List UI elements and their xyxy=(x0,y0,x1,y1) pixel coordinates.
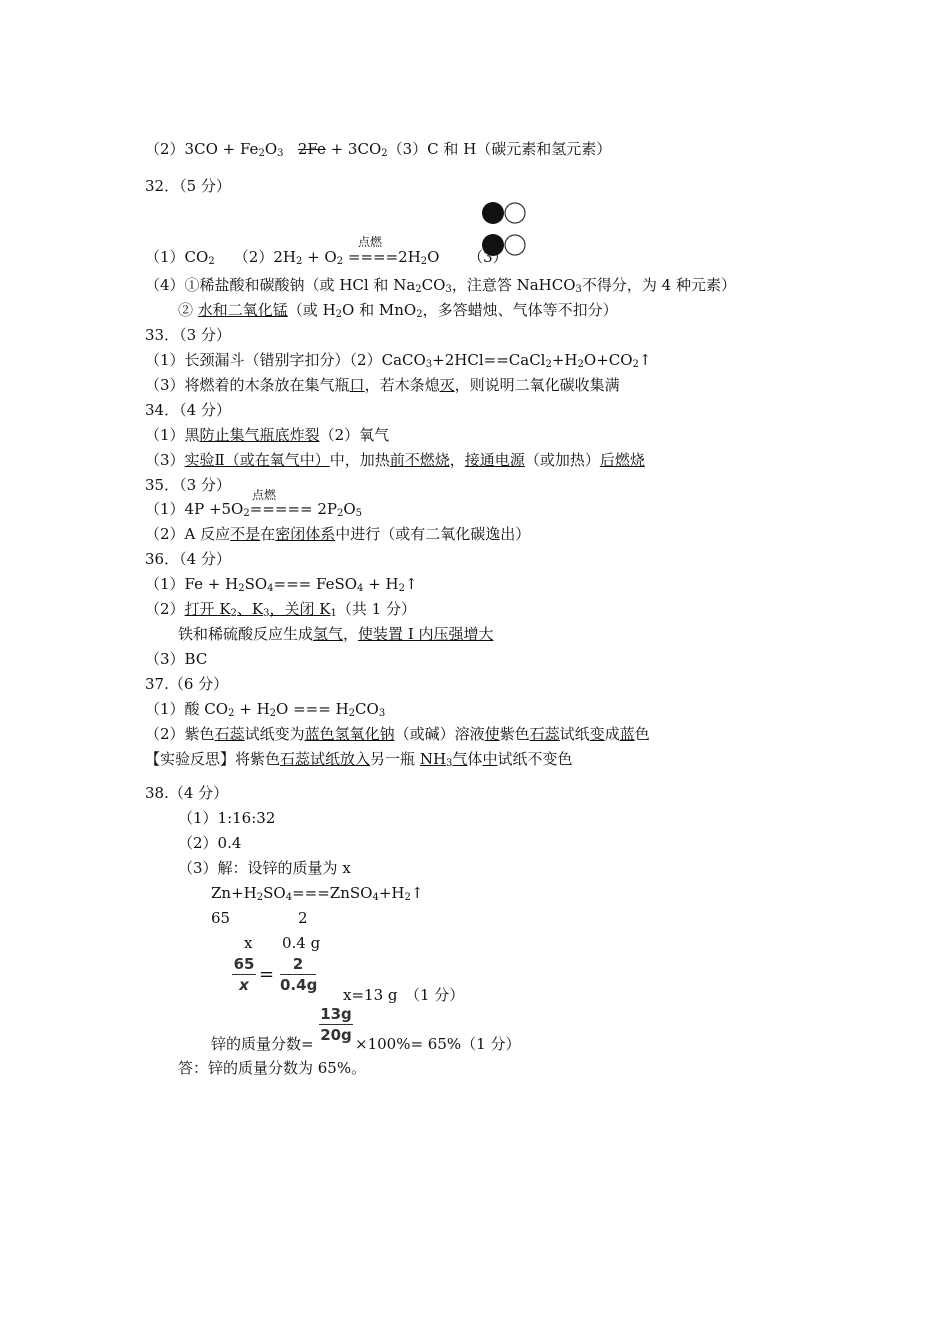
answer-36-line-2b: 铁和稀硫酸反应生成氢气，使装置 I 内压强增大 xyxy=(178,625,494,643)
fraction-left: 65 x xyxy=(233,955,255,994)
answer-32-line-4: （4）①稀盐酸和碳酸钠（或 HCl 和 $Na_2CO_3$，注意答 NaHCO$_3$不得分，为 4 种元素） xyxy=(145,276,736,295)
ratio-numbers: 65 xyxy=(211,909,231,927)
answer-32-line-1: $(1)CO_2$ $(2)2H_2 + O_2 ====2H_2O$ （3） xyxy=(145,248,508,267)
zinc-equation: $Zn+H_2SO_4===ZnSO_4+H_2↑$ xyxy=(211,884,424,903)
question-36-header: 36．（4 分） xyxy=(145,550,231,568)
answer-35-line-1: $(1)4P +5O_2===== 2P_2O_5$ xyxy=(145,500,363,519)
experiment-reflection: 【实验反思】将紫色石蕊试纸放入另一瓶 $NH_3$气体中试纸不变色 xyxy=(145,750,573,769)
reaction-condition: 点燃 xyxy=(358,235,383,249)
answer-34-line-3: （3）实验Ⅱ（或在氧气中）中，加热前不燃烧，接通电源（或加热）后燃烧 xyxy=(145,451,645,469)
question-33-header: 33．（3 分） xyxy=(145,326,231,344)
answer-37-line-2: （2）紫色石蕊试纸变为蓝色氢氧化钠（或碱）溶液使紫色石蕊试纸变成蓝色 xyxy=(145,725,650,743)
equals-sign: = xyxy=(259,964,275,985)
question-38-header: 38.（4 分） xyxy=(145,784,229,802)
ratio-unknowns: 0.4 g xyxy=(282,934,321,952)
answer-36-line-2: （2）打开 $K_2$、$K_3$，关闭 $K_1$（共 1 分） xyxy=(145,600,416,619)
answer-37-line-1: （1）酸 $CO_2 + H_2O$ === $H_2CO_3$ xyxy=(145,700,386,719)
answer-31-line: $(2)3CO + Fe_2O_3$ $2Fe + 3CO_2(3)C$ 和 H（碳元素和氢元素） xyxy=(145,140,612,159)
question-37-header: 37.（6 分） xyxy=(145,675,229,693)
white-atom-icon xyxy=(505,235,525,255)
fraction-right: 2 0.4g xyxy=(280,955,318,994)
answer-38-line-3: （3）解：设锌的质量为 x xyxy=(178,859,351,877)
answer-33-line-1: （1）长颈漏斗（错别字扣分）$(2)CaCO_3+2HCl==CaCl_2+H_2O+CO_2↑$ xyxy=(145,351,652,370)
black-atom-icon xyxy=(482,202,504,224)
question-32-header: 32．（5 分） xyxy=(145,177,231,195)
question-34-header: 34．（4 分） xyxy=(145,401,231,419)
question-35-header: 35．（3 分） xyxy=(145,476,231,494)
fraction-percentage: 13g 20g xyxy=(320,1005,352,1044)
final-answer: 答：锌的质量分数为 65%。 xyxy=(178,1059,367,1077)
answer-36-line-3: （3）BC xyxy=(145,650,208,668)
mass-fraction-line: 锌的质量分数= xyxy=(211,1035,314,1053)
white-atom-icon xyxy=(505,203,525,223)
answer-38-line-1: （1）1:16:32 xyxy=(178,809,276,827)
answer-35-line-2: （2）A 反应不是在密闭体系中进行（或有二氧化碳逸出） xyxy=(145,525,531,543)
answer-36-line-1: $(1)Fe + H_2SO_4===$ FeSO$_4$ + $H_2↑$ xyxy=(145,575,418,594)
ratio-numbers: 2 xyxy=(298,909,308,927)
answer-33-line-3: （3）将燃着的木条放在集气瓶口，若木条熄灭，则说明二氧化碳收集满 xyxy=(145,376,620,394)
answer-34-line-1: （1）黑防止集气瓶底炸裂（2）氧气 xyxy=(145,426,390,444)
ratio-unknowns: x xyxy=(244,934,253,952)
reaction-condition: 点燃 xyxy=(252,488,277,502)
answer-38-line-2: （2）0.4 xyxy=(178,834,242,852)
mass-fraction-line: ×100%= 65%（1 分） xyxy=(355,1035,521,1053)
answer-32-line-5: ② 水和二氧化锰（或 $H_2O$ 和 MnO$_2$，多答蜡烛、气体等不扣分） xyxy=(178,301,618,320)
struck-text: 2Fe xyxy=(297,140,326,158)
solution-x: x=13 g （1 分） xyxy=(343,986,465,1004)
